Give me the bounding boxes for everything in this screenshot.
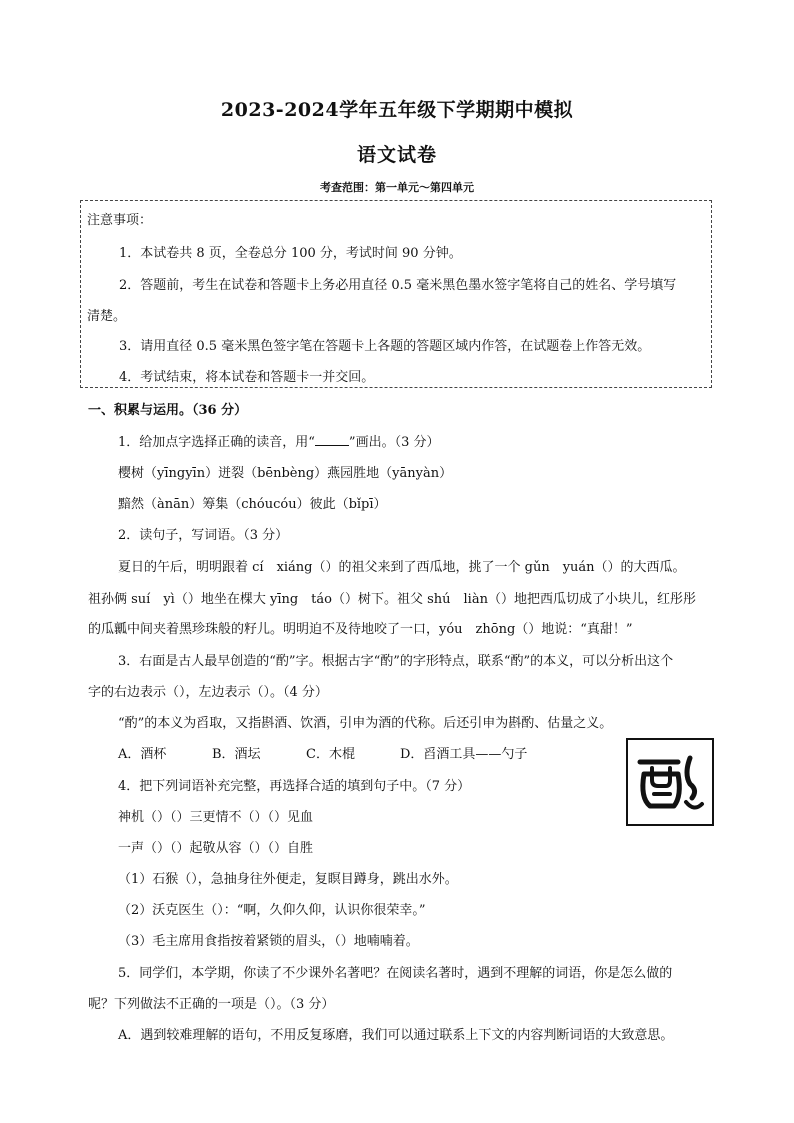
question-3-stem: 字的右边表示（），左边表示（）。（4 分）: [88, 685, 328, 700]
question-2-text: 的瓜瓤中间夹着黑珍珠般的籽儿。明明迫不及待地咬了一口，yóu zhōng（）地说：“真甜！”: [88, 622, 633, 637]
exam-subtitle: 语文试卷: [356, 144, 437, 166]
underline-mark: [315, 435, 349, 446]
notice-item: 1．本试卷共 8 页，全卷总分 100 分，考试时间 90 分钟。: [119, 246, 462, 261]
exam-scope: 考查范围：第一单元～第四单元: [320, 181, 474, 194]
question-4-sentence: （3）毛主席用食指按着紧锁的眉头，（）地喃喃着。: [118, 934, 419, 949]
question-2-text: 夏日的午后，明明跟着 cí xiáng（）的祖父来到了西瓜地，挑了一个 gǔn yuán（）的大西瓜。: [118, 560, 686, 575]
question-4-sentence: （2）沃克医生（）：“啊，久仰久仰，认识你很荣幸。”: [118, 903, 426, 918]
question-1-row: 樱树（yīngyīn）迸裂（bēnbèng）燕园胜地（yānyàn）: [118, 466, 453, 481]
question-5-stem: 5．同学们，本学期，你读了不少课外名著吧？在阅读名著时，遇到不理解的词语，你是怎么做的: [118, 966, 673, 981]
question-3-options: [118, 743, 527, 762]
exam-title: 2023-2024学年五年级下学期期中模拟: [220, 99, 574, 121]
question-2-text: 祖孙俩 suí yì（）地坐在棵大 yīng táo（）树下。祖父 shú liàn（）地把西瓜切成了小块儿，红彤彤: [88, 592, 696, 607]
question-1-stem-end: ”画出。（3 分）: [348, 435, 440, 450]
question-4-sentence: （1）石猴（），急抽身往外便走，复瞑目蹲身，跳出水外。: [118, 872, 458, 887]
question-4-words: 一声（）（）起敬从容（）（）自胜: [118, 841, 314, 856]
question-1-stem: [118, 431, 439, 450]
option-c: C．木棍: [306, 747, 355, 762]
option-d: D．舀酒工具——勺子: [400, 747, 528, 762]
notice-item-continued: 清楚。: [87, 309, 127, 324]
section-heading: 一、积累与运用。（36 分）: [88, 403, 248, 418]
ancient-zhuo-glyph-icon: [628, 740, 712, 824]
ancient-character-image: [626, 738, 714, 826]
option-b: B．酒坛: [212, 747, 261, 762]
notice-item: 3．请用直径 0.5 毫米黑色签字笔在答题卡上各题的答题区域内作答，在试题卷上作答无效。: [119, 339, 651, 354]
question-1-stem-start: 1．给加点字选择正确的读音，用“: [118, 435, 315, 450]
question-5-stem: 呢？下列做法不正确的一项是（）。（3 分）: [88, 997, 335, 1012]
question-4-words: 神机（）（）三更情不（）（）见血: [118, 810, 314, 825]
notice-title: 注意事项：: [87, 213, 153, 228]
question-3-note: “酌”的本义为舀取，又指斟酒、饮酒，引申为酒的代称。后还引申为斟酌、估量之义。: [118, 716, 613, 731]
notice-item: 4．考试结束，将本试卷和答题卡一并交回。: [119, 370, 375, 385]
question-3-stem: 3．右面是古人最早创造的“酌”字。根据古字“酌”的字形特点，联系“酌”的本义，可以分析出这个: [118, 654, 674, 669]
question-5-option-a: A．遇到较难理解的语句，不用反复琢磨，我们可以通过联系上下文的内容判断词语的大致意思。: [118, 1028, 674, 1043]
option-a: A．酒杯: [118, 747, 167, 762]
notice-box: [80, 200, 712, 388]
question-1-row: 黯然（ànān）筹集（chóucóu）彼此（bǐpī）: [118, 497, 387, 512]
question-4-stem: 4．把下列词语补充完整，再选择合适的填到句子中。（7 分）: [118, 779, 471, 794]
question-2-stem: 2．读句子，写词语。（3 分）: [118, 528, 289, 543]
notice-item: 2．答题前，考生在试卷和答题卡上务必用直径 0.5 毫米黑色墨水签字笔将自己的姓名、学号填写: [119, 278, 677, 293]
